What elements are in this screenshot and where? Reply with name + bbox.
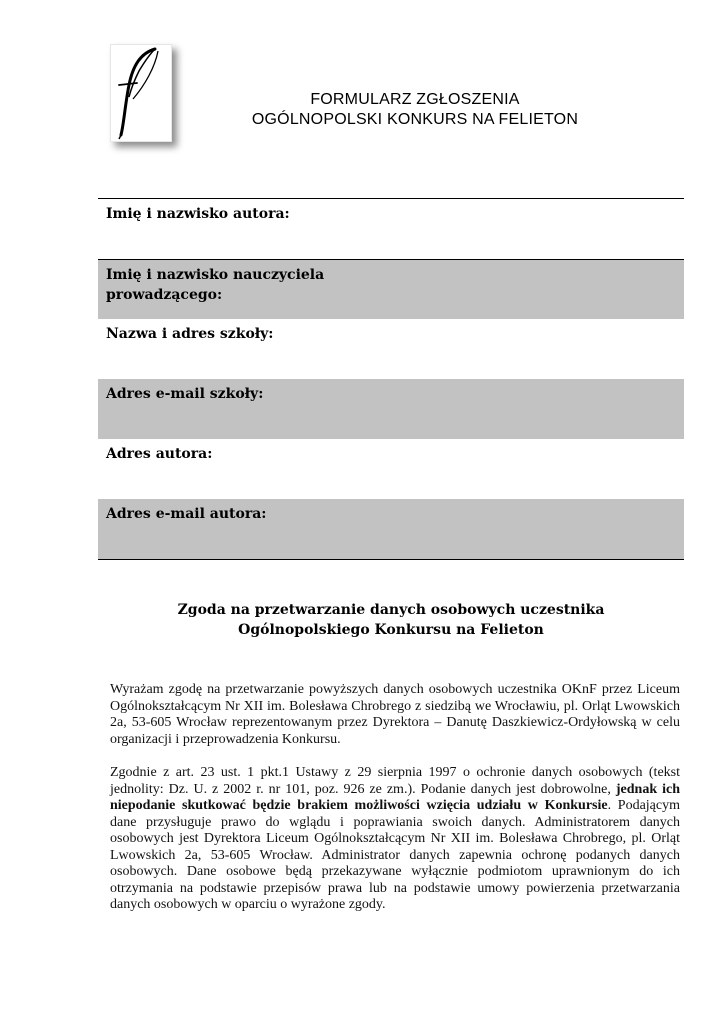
- school-email-field[interactable]: [98, 379, 684, 439]
- title-line-1: FORMULARZ ZGŁOSZENIA: [310, 91, 520, 108]
- consent-paragraph-1: Wyrażam zgodę na przetwarzanie powyższych danych osobowych uczestnika OKnF przez Liceum Ogólnokształcącym Nr XII im. Bolesława Chrobrego z siedzibą we Wrocławiu, pl. Orląt Lwowskich 2a, 53-605 Wrocław reprezentowanym przez Dyrektora – Danutę Daszkiewicz-Ordyłowską w celu organizacji i przeprowadzenia Konkursu.: [110, 682, 680, 747]
- teacher-name-label-line-1: Imię i nazwisko nauczyciela: [106, 267, 325, 283]
- author-name-label: Imię i nazwisko autora:: [106, 206, 290, 222]
- consent-heading-line-1: Zgoda na przetwarzanie danych osobowych uczestnika: [177, 602, 605, 618]
- consent-paragraph-2-start: Zgodnie z art. 23 ust. 1 pkt.1 Ustawy z 29 sierpnia 1997 o ochronie danych osobowych (tekst jednolity: Dz. U. z 2002 r. nr 101, poz. 926 ze zm.). Podanie danych jest dobrowolne,: [110, 765, 680, 797]
- consent-heading-line-2: Ogólnopolskiego Konkursu na Felieton: [238, 622, 544, 638]
- consent-paragraph-2: [110, 765, 680, 914]
- entry-form: [98, 198, 684, 560]
- school-address-field[interactable]: [98, 319, 684, 379]
- quill-f-icon: [111, 45, 171, 141]
- teacher-name-field[interactable]: [98, 259, 684, 319]
- teacher-name-label-line-2: prowadzącego:: [106, 287, 223, 303]
- quill-logo: [110, 44, 172, 142]
- author-address-field[interactable]: [98, 439, 684, 499]
- consent-paragraph-2-bold: jednak ich niepodanie skutkować będzie brakiem możliwości wzięcia udziału w Konkursie: [110, 781, 680, 813]
- form-title: [210, 90, 620, 130]
- school-email-label: Adres e-mail szkoły:: [106, 386, 264, 402]
- author-email-label: Adres e-mail autora:: [106, 506, 267, 522]
- author-email-field[interactable]: [98, 499, 684, 559]
- consent-paragraph-2-end: . Podającym dane przysługuje prawo do wglądu i poprawiania swoich danych. Administratorem danych osobowych jest Dyrektora Liceum Ogólnokształcącym Nr XII im. Bolesława Chrobrego, pl. Orląt Lwowskich 2a, 53-605 Wrocław. Administrator danych zapewnia ochronę podanych danych osobowych. Dane osobowe będą przekazywane wyłącznie podmiotom uprawnionym do ich otrzymania na podstawie przepisów prawa lub na podstawie umowy powierzenia przetwarzania danych osobowych w oparciu o wyrażone zgody.: [110, 798, 681, 912]
- title-line-2: OGÓLNOPOLSKI KONKURS NA FELIETON: [251, 111, 579, 128]
- consent-heading: [98, 600, 684, 640]
- school-address-label: Nazwa i adres szkoły:: [106, 326, 274, 342]
- author-name-field[interactable]: [98, 199, 684, 259]
- author-address-label: Adres autora:: [106, 446, 213, 462]
